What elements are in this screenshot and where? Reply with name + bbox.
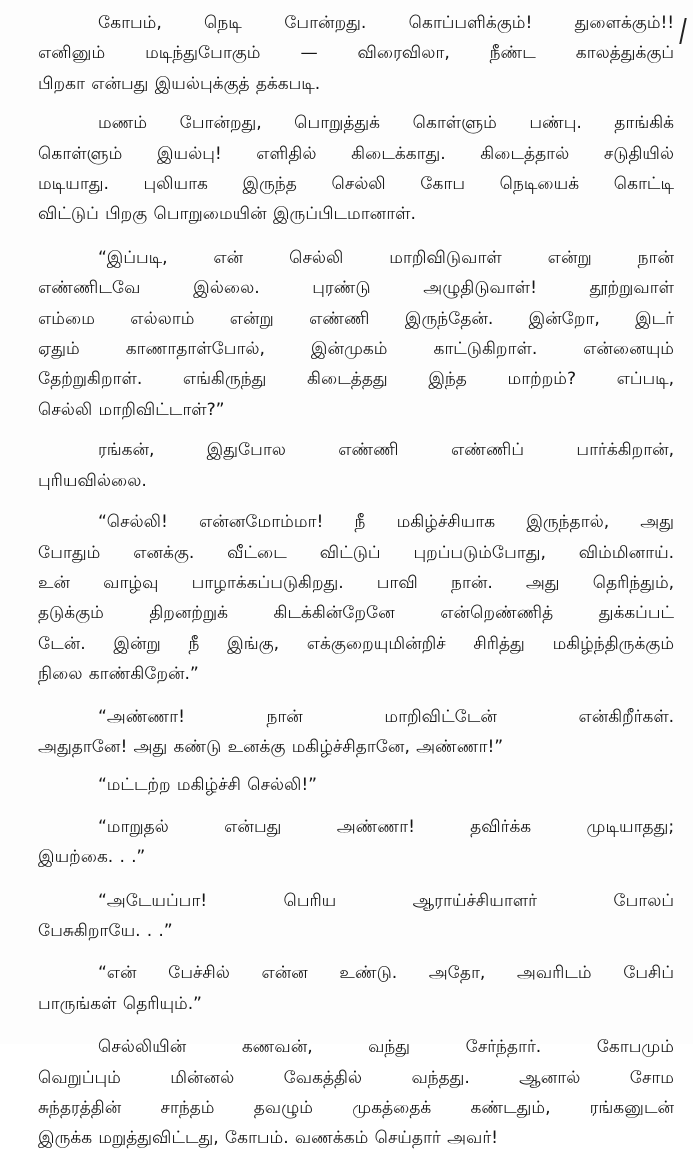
text-line: கோபம், நெடி போன்றது. கொப்பளிக்கும்! துளைக்கும்!! bbox=[98, 13, 674, 33]
paragraph bbox=[38, 108, 674, 230]
text-line: ரங்கன், இதுபோல எண்ணி எண்ணிப் பார்க்கிறான், bbox=[98, 440, 674, 461]
text-line: பிறகா என்பது இயல்புக்குத் தக்கபடி. bbox=[38, 73, 321, 94]
text-line: உன் வாழ்வு பாழாக்கப்படுகிறது. பாவி நான். அது தெரிந்தும், bbox=[38, 572, 674, 593]
text-line: கொள்ளும் இயல்பு! எளிதில் கிடைக்காது. கிடைத்தால் சடுதியில் bbox=[38, 143, 674, 164]
text-line: “என் பேச்சில் என்ன உண்டு. அதோ, அவரிடம் பேசிப் bbox=[98, 963, 674, 984]
paragraph bbox=[38, 8, 674, 99]
paragraph bbox=[38, 958, 674, 1019]
paragraph-gap bbox=[38, 230, 674, 243]
text-line: நிலை காண்கிறேன்.” bbox=[38, 664, 199, 685]
paragraph bbox=[38, 1032, 674, 1154]
paragraph-gap bbox=[38, 873, 674, 886]
text-line: எம்மை எல்லாம் என்று எண்ணி இருந்தேன். இன்றோ, இடர் bbox=[38, 308, 674, 329]
text-line: அதுதானே! அது கண்டு உனக்கு மகிழ்ச்சிதானே, அண்ணா!” bbox=[38, 736, 503, 757]
paragraph-gap bbox=[38, 1019, 674, 1032]
paragraph-gap bbox=[38, 946, 674, 958]
text-line: செல்லியின் கணவன், வந்து சேர்ந்தார். கோபமும் bbox=[98, 1037, 674, 1058]
text-line: வெறுப்பும் மின்னல் வேகத்தில் வந்தது. ஆனால் சோம bbox=[38, 1067, 674, 1088]
page-text bbox=[38, 8, 674, 1154]
text-line: மடியாது. புலியாக இருந்த செல்லி கோப நெடியைக் கொட்டி bbox=[38, 174, 674, 195]
margin-pencil-mark bbox=[679, 18, 690, 44]
text-line: “மாறுதல் என்பது அண்ணா! தவிர்க்க முடியாதது; bbox=[98, 816, 674, 837]
text-line: தேற்றுகிறாள். எங்கிருந்து கிடைத்தது இந்த மாற்றம்? எப்படி, bbox=[38, 369, 674, 390]
text-line: செல்லி மாறிவிட்டாள்?” bbox=[38, 399, 225, 420]
text-line: ஏதும் காணாதாள்போல், இன்முகம் காட்டுகிறாள். என்னையும் bbox=[38, 339, 674, 360]
paragraph-gap bbox=[38, 496, 674, 507]
text-line: புரியவில்லை. bbox=[38, 470, 147, 491]
text-line: “மட்டற்ற மகிழ்ச்சி செல்லி!” bbox=[98, 775, 317, 796]
text-line: சுந்தரத்தின் சாந்தம் தவழும் முகத்தைக் கண்டதும், ரங்கனுடன் bbox=[38, 1098, 674, 1118]
text-line: இயற்கை. . .” bbox=[38, 847, 146, 868]
paragraph bbox=[38, 702, 674, 763]
paragraph bbox=[38, 770, 674, 800]
paragraph bbox=[38, 507, 674, 689]
paragraph bbox=[38, 812, 674, 873]
paragraph-gap bbox=[38, 99, 674, 108]
text-line: பேசுகிறாயே. . .” bbox=[38, 920, 173, 941]
text-line: “செல்லி! என்னமோம்மா! நீ மகிழ்ச்சியாக இருந்தால், அது bbox=[98, 512, 674, 533]
paragraph-gap bbox=[38, 762, 674, 770]
text-line: தடுக்கும் திறனற்றுக் கிடக்கின்றேனே என்றெண்ணித் துக்கப்பட் bbox=[38, 603, 674, 624]
text-line: “அடேயப்பா! பெரிய ஆராய்ச்சியாளர் போலப் bbox=[98, 890, 674, 911]
text-line: மணம் போன்றது, பொறுத்துக் கொள்ளும் பண்பு. தாங்கிக் bbox=[98, 113, 674, 134]
text-line: எண்ணிடவே இல்லை. புரண்டு அழுதிடுவாள்! தூற்றுவாள் bbox=[38, 278, 674, 299]
text-line: போதும் எனக்கு. வீட்டை விட்டுப் புறப்படும்போது, விம்மினாய். bbox=[38, 542, 674, 563]
paragraph bbox=[38, 886, 674, 947]
text-line: இருக்க மறுத்துவிட்டது, கோபம். வணக்கம் செய்தார் அவர்! bbox=[38, 1128, 498, 1149]
paragraph-gap bbox=[38, 690, 674, 702]
text-line: விட்டுப் பிறகு பொறுமையின் இருப்பிடமானாள். bbox=[38, 204, 416, 225]
paragraph-gap bbox=[38, 425, 674, 435]
text-line: “அண்ணா! நான் மாறிவிட்டேன் என்கிறீர்கள். bbox=[98, 706, 674, 727]
paragraph-gap bbox=[38, 801, 674, 812]
text-line: “இப்படி, என் செல்லி மாறிவிடுவாள் என்று நான் bbox=[98, 247, 674, 268]
paragraph bbox=[38, 243, 674, 425]
text-line: எனினும் மடிந்துபோகும் — விரைவிலா, நீண்ட காலத்துக்குப் bbox=[38, 43, 674, 64]
text-line: பாருங்கள் தெரியும்.” bbox=[38, 993, 202, 1014]
paragraph bbox=[38, 435, 674, 496]
text-line: டேன். இன்று நீ இங்கு, எக்குறையுமின்றிச் சிரித்து மகிழ்ந்திருக்கும் bbox=[38, 633, 674, 654]
